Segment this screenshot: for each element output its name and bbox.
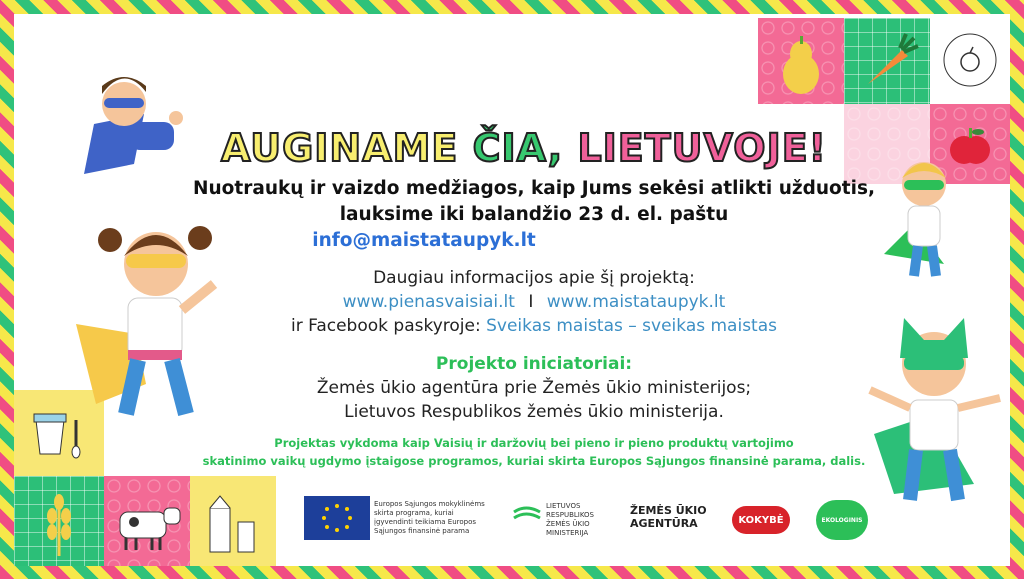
eko-label: EKOLOGINIS xyxy=(821,516,863,524)
footnote-line-2: skatinimo vaikų ugdymo įstaigose programos, kuriai skirta Europos Sąjungos finansinė parama, dalis. xyxy=(202,454,866,468)
title-part-2: ČIA, xyxy=(472,126,578,170)
facebook-line xyxy=(154,316,914,336)
facebook-link[interactable]: Sveikas maistas – sveikas maistas xyxy=(486,316,777,336)
logo-tile xyxy=(930,18,1010,104)
request-line-1: Nuotraukų ir vaizdo medžiagos, kaip Jums sekėsi atlikti užduotis, xyxy=(193,178,875,199)
footnote-line-1: Projektas vykdoma kaip Vaisių ir daržovių bei pieno ir pieno produktų vartojimo xyxy=(274,436,794,450)
carrot-tile xyxy=(844,18,930,104)
pear-tile xyxy=(758,18,844,104)
wheat-tile xyxy=(14,476,104,566)
agency-line-1: ŽEMĖS ŪKIO xyxy=(630,504,707,517)
kokybe-label: KOKYBĖ xyxy=(738,514,784,526)
ministry-line-2: RESPUBLIKOS xyxy=(546,511,595,519)
info-heading: Daugiau informacijos apie šį projektą: xyxy=(373,268,695,288)
facebook-prefix: ir Facebook paskyroje: xyxy=(291,316,481,336)
cow-tile xyxy=(104,476,190,566)
title-part-1: AUGINAME xyxy=(220,126,473,170)
milk-tile xyxy=(190,476,276,566)
kokybe-logo xyxy=(732,506,790,534)
initiators-heading: Projekto iniciatoriai: xyxy=(435,354,633,374)
carrot-icon xyxy=(844,18,930,104)
healthy-food-logo-icon xyxy=(930,18,1010,104)
ministry-line-1: LIETUVOS xyxy=(546,502,581,510)
link-separator: I xyxy=(528,292,534,312)
title-part-3: LIETUVOJE! xyxy=(577,126,827,170)
agency-logo xyxy=(630,504,707,530)
initiator-2: Lietuvos Respublikos žemės ūkio ministerija. xyxy=(344,402,724,422)
eko-logo xyxy=(816,500,868,540)
eu-program-text: Europos Sąjungos mokyklinėms skirta programa, kuriai įgyvendinti teikiama Europos Sąjungos finansinė parama xyxy=(374,500,485,535)
pienasvaisiai-link[interactable]: www.pienasvaisiai.lt xyxy=(342,292,515,312)
maistataupyk-link[interactable]: www.maistataupyk.lt xyxy=(546,292,726,312)
ministry-line-3: ŽEMĖS ŪKIO xyxy=(546,520,590,528)
ministry-logo-text xyxy=(546,502,594,538)
eu-stars-icon xyxy=(304,496,370,540)
email-link[interactable]: info@maistataupyk.lt xyxy=(312,230,536,251)
milk-carton-icon xyxy=(190,476,276,566)
wheat-icon xyxy=(14,476,104,566)
initiator-1: Žemės ūkio agentūra prie Žemės ūkio ministerijos; xyxy=(316,378,752,398)
agency-line-2: AGENTŪRA xyxy=(630,517,698,530)
page-title xyxy=(164,126,884,170)
request-line-2: lauksime iki balandžio 23 d. el. paštu xyxy=(339,204,729,225)
info-links xyxy=(154,292,914,312)
poster-canvas xyxy=(14,14,1010,566)
ministry-logo-icon xyxy=(512,504,542,528)
ministry-line-4: MINISTERIJA xyxy=(546,529,589,537)
eu-flag-logo xyxy=(304,496,370,540)
pear-icon xyxy=(758,18,844,104)
cow-icon xyxy=(104,476,190,566)
